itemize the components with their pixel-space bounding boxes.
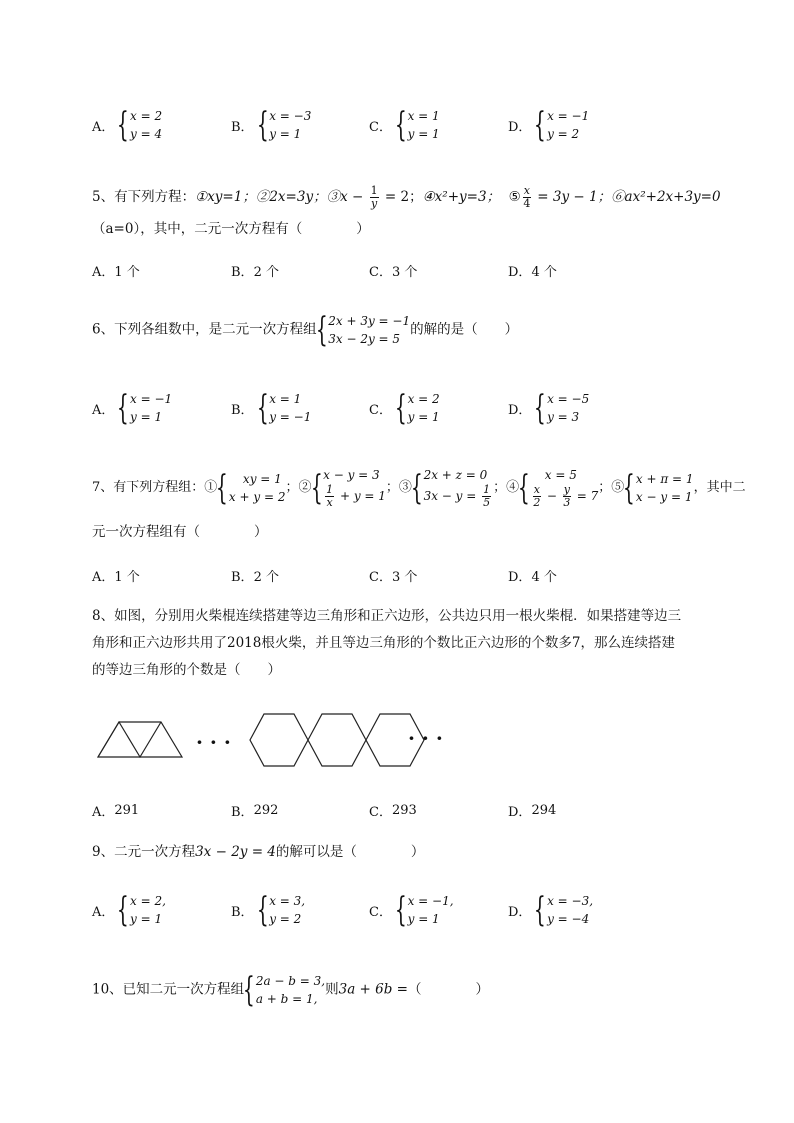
q7-option-a: [92, 566, 140, 585]
equation: y = −1: [269, 410, 312, 424]
ellipsis-dots: · · ·: [196, 730, 231, 754]
fraction: [482, 484, 491, 509]
equation: 2a − b = 3,: [255, 974, 326, 988]
fraction: [533, 484, 541, 509]
q9-option-a: [92, 892, 166, 928]
equation-system: [258, 390, 312, 426]
equation: 2x + 3y = −1: [328, 314, 411, 328]
q6-option-d: [508, 390, 589, 426]
q4-option-c: [369, 107, 440, 143]
equation: y = 1: [130, 410, 163, 424]
separator: ；③: [385, 480, 412, 495]
brace-icon: {: [518, 467, 530, 508]
separator: ；④: [493, 480, 520, 495]
q9-option-b: [231, 892, 305, 928]
equation-system: [317, 312, 411, 348]
equation: x + π = 1: [635, 471, 694, 486]
equation: x = 1: [269, 392, 302, 406]
fraction: [563, 484, 571, 509]
equation: x = −1: [547, 109, 590, 123]
brace-icon: {: [117, 388, 130, 428]
hexagons-figure: [250, 714, 424, 766]
equation-system: [118, 107, 162, 143]
equation: y = 1: [407, 410, 440, 424]
option-label: D．: [508, 265, 532, 280]
numerator: 1: [326, 483, 334, 496]
numerator: 1: [483, 483, 491, 496]
numerator: 1: [370, 184, 378, 197]
equation: x = −3: [269, 109, 312, 123]
equation: y = 1: [130, 912, 163, 926]
equation: y = 1: [407, 912, 440, 926]
equation-system: [396, 107, 440, 143]
q6-option-c: [369, 390, 440, 426]
question-suffix: 的解的是（ ）: [410, 321, 519, 338]
equation: x = −1,: [407, 894, 454, 908]
q7-option-d: [508, 566, 557, 585]
equation: x = 5: [544, 468, 577, 482]
question-prefix: 6、下列各组数中，是二元一次方程组: [92, 321, 317, 338]
equation-system: [118, 892, 166, 928]
equation: x − y = 1: [635, 489, 693, 504]
option-label: C．: [369, 402, 392, 418]
option-label: B．: [231, 402, 254, 418]
brace-icon: {: [315, 310, 328, 350]
brace-icon: {: [394, 105, 407, 145]
separator: ；②: [285, 480, 312, 495]
hexagon: [250, 714, 308, 766]
equation-system: [258, 107, 312, 143]
q8-option-b: [231, 801, 278, 820]
brace-icon: {: [256, 890, 269, 930]
brace-icon: {: [394, 890, 407, 930]
q4-option-b: [231, 107, 311, 143]
equation-system: [258, 892, 306, 928]
equation-system: [118, 390, 172, 426]
question-suffix: （ ）: [408, 981, 489, 998]
question-prefix: 10、已知二元一次方程组: [92, 981, 245, 998]
q4-option-a: [92, 107, 162, 143]
equation: ①xy=1；: [195, 189, 256, 205]
option-text: 4 个: [531, 265, 557, 280]
brace-icon: {: [243, 970, 255, 1010]
option-label: B．: [231, 119, 254, 135]
q4-option-d: [508, 107, 589, 143]
separator: ；⑤: [598, 480, 625, 495]
equation: x = 1: [407, 109, 440, 123]
option-label: B．: [231, 904, 254, 920]
option-text: 3 个: [391, 265, 418, 280]
equation: x + y = 2: [228, 489, 286, 504]
equation: x = 2: [130, 109, 163, 123]
brace-icon: {: [256, 105, 269, 145]
question-connector: 则: [325, 981, 339, 998]
q8-stem-line3: 的等边三角形的个数是（ ）: [92, 662, 281, 678]
equation-system: [535, 107, 589, 143]
triangles-figure: [98, 722, 182, 757]
brace-icon: {: [117, 105, 130, 145]
equation-part: + y = 1: [336, 489, 386, 503]
equation: [424, 484, 494, 509]
equation: xy = 1: [242, 471, 282, 486]
equation: y = 1: [269, 127, 302, 141]
equation: ②2x=3y；: [255, 189, 327, 205]
option-label: D．: [508, 119, 532, 135]
option-label: D．: [508, 402, 532, 418]
equation-system: [396, 390, 440, 426]
equation: x = −3,: [547, 894, 594, 908]
matchstick-figure: [94, 700, 454, 772]
equation-system: [244, 972, 325, 1008]
equation: 3x − 2y = 5: [328, 332, 401, 346]
question-suffix: ，其中二: [693, 480, 746, 495]
equation: = 3y − 1；: [532, 189, 612, 205]
option-label: A．: [92, 570, 115, 585]
q6-option-a: [92, 390, 172, 426]
q8-option-a: [92, 801, 139, 820]
equation-system: [396, 892, 454, 928]
brace-icon: {: [310, 467, 323, 508]
q6-option-b: [231, 390, 311, 426]
equation: [531, 484, 598, 509]
equation: ⑥ax²+2x+3y=0: [611, 189, 721, 205]
q7-option-c: [369, 566, 417, 585]
option-text: 292: [253, 803, 279, 818]
equation: y = 3: [547, 410, 580, 424]
equation-system: [216, 467, 286, 508]
q8-option-c: [369, 801, 417, 820]
brace-icon: {: [394, 388, 407, 428]
q10-stem: [92, 972, 489, 1008]
equation: x = −5: [547, 392, 590, 406]
option-label: A．: [92, 904, 115, 920]
question-prefix: 5、有下列方程：: [92, 189, 196, 205]
hexagon: [308, 714, 366, 766]
equation-part: = 7: [572, 489, 599, 503]
option-label: B．: [231, 265, 254, 280]
brace-icon: {: [216, 467, 229, 508]
option-text: 1 个: [114, 265, 140, 280]
equation: [323, 484, 386, 509]
equation: a + b = 1,: [255, 992, 318, 1006]
brace-icon: {: [534, 388, 547, 428]
equation: 3x − 2y = 4: [195, 844, 276, 860]
denominator: 5: [483, 496, 491, 509]
brace-icon: {: [534, 890, 547, 930]
brace-icon: {: [256, 388, 269, 428]
equation-system: [412, 466, 493, 509]
equation: x = 2,: [130, 894, 166, 908]
option-label: A．: [92, 119, 115, 135]
fraction: [370, 185, 379, 210]
q7-stem-line2: 元一次方程组有（ ）: [92, 524, 268, 540]
option-label: C．: [369, 265, 392, 280]
denominator: x: [326, 496, 333, 509]
equation: y = 2: [547, 127, 580, 141]
q9-stem: [92, 842, 424, 862]
q5-stem-line2: （a=0），其中，二元一次方程有（ ）: [92, 221, 370, 237]
option-text: 291: [114, 803, 140, 818]
question-prefix: 9、二元一次方程: [92, 844, 196, 860]
equation: ⑤: [508, 189, 521, 205]
numerator: y: [563, 483, 570, 496]
equation-system: [623, 467, 694, 508]
q8-option-d: [508, 801, 556, 820]
equation: y = 2: [269, 912, 302, 926]
brace-icon: {: [410, 467, 423, 508]
q6-stem: [92, 312, 518, 348]
brace-icon: {: [117, 890, 130, 930]
option-label: A．: [92, 402, 115, 418]
q5-option-d: [508, 261, 557, 280]
option-text: 1 个: [114, 570, 140, 585]
triangle-strip-inner: [98, 722, 161, 757]
equation: y = 1: [407, 127, 440, 141]
option-text: 294: [531, 803, 557, 818]
brace-icon: {: [623, 467, 636, 508]
equation: x = −1: [130, 392, 173, 406]
q9-option-c: [369, 892, 454, 928]
option-text: 2 个: [253, 265, 279, 280]
option-label: B．: [231, 805, 254, 820]
option-label: D．: [508, 570, 532, 585]
numerator: x: [533, 483, 541, 496]
q9-option-d: [508, 892, 593, 928]
option-label: A．: [92, 805, 115, 820]
question-prefix: 7、有下列方程组：①: [92, 480, 218, 495]
equation-system: [312, 466, 386, 509]
equation: x = 3,: [269, 894, 306, 908]
option-label: C．: [369, 904, 392, 920]
option-label: D．: [508, 805, 532, 820]
option-label: C．: [369, 570, 392, 585]
q8-stem-line2: 角形和正六边形共用了2018根火柴，并且等边三角形的个数比正六边形的个数多7，那么连续搭建: [92, 635, 675, 651]
equation-system: [535, 892, 593, 928]
equation: y = 4: [130, 127, 163, 141]
option-text: 293: [391, 803, 417, 818]
option-label: A．: [92, 265, 115, 280]
equation: = 2；: [380, 189, 423, 205]
equation: y = −4: [547, 912, 590, 926]
q5-option-a: [92, 261, 140, 280]
q5-option-c: [369, 261, 417, 280]
fraction: [325, 484, 334, 509]
brace-icon: {: [534, 105, 547, 145]
q7-stem: [92, 466, 746, 509]
equation-part: −: [543, 489, 561, 503]
equation: ④x²+y=3；: [422, 189, 501, 205]
denominator: 3: [563, 496, 571, 509]
denominator: 2: [533, 496, 541, 509]
option-label: B．: [231, 570, 254, 585]
option-label: C．: [369, 805, 392, 820]
ellipsis-dots: · · ·: [408, 726, 443, 750]
denominator: 4: [523, 197, 531, 210]
numerator: x: [523, 184, 530, 197]
equation-system: [535, 390, 589, 426]
q8-stem-line1: 8、如图，分别用火柴棍连续搭建等边三角形和正六边形，公共边只用一根火柴棍．如果搭建等边三: [92, 608, 682, 624]
triangle-strip-outline: [98, 722, 182, 757]
denominator: y: [370, 197, 378, 210]
option-text: 4 个: [531, 570, 557, 585]
equation-part: 3x − y =: [423, 489, 481, 503]
option-text: 3 个: [391, 570, 418, 585]
option-label: D．: [508, 904, 532, 920]
question-suffix: 的解可以是（ ）: [275, 844, 425, 860]
q7-option-b: [231, 566, 279, 585]
equation: 2x + z = 0: [423, 468, 488, 482]
option-text: 2 个: [253, 570, 279, 585]
equation: x = 2: [407, 392, 440, 406]
q5-option-b: [231, 261, 279, 280]
equation: ③x −: [326, 189, 368, 205]
q5-stem: [92, 185, 721, 210]
equation: x − y = 3: [323, 468, 380, 482]
fraction: [523, 185, 531, 210]
expression: 3a + 6b =: [338, 981, 408, 998]
equation-system: [519, 466, 598, 509]
option-label: C．: [369, 119, 392, 135]
